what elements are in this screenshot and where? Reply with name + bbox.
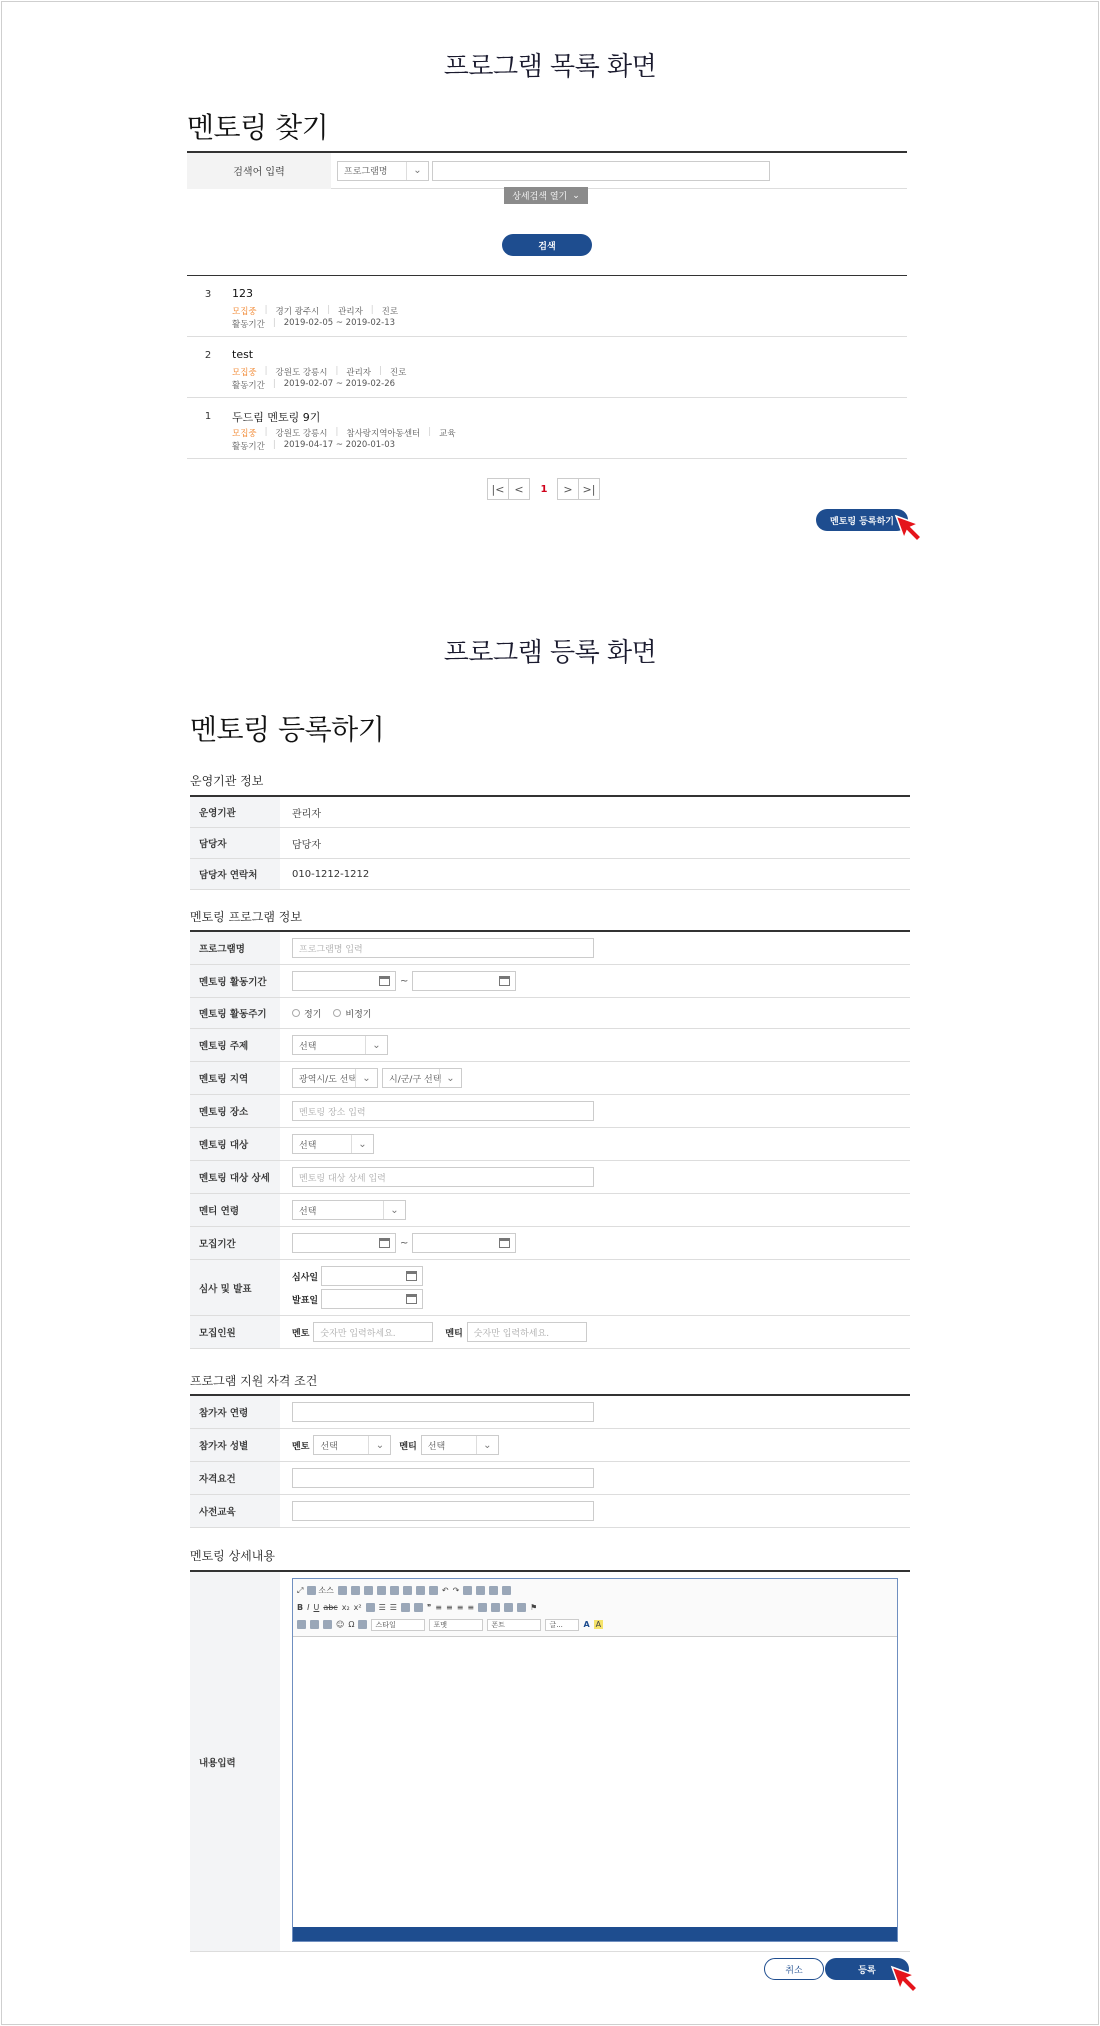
align-left-icon[interactable]: ≡	[435, 1603, 442, 1612]
result-period: 활동기간 | 2019-02-07 ~ 2019-02-26	[232, 379, 396, 391]
find-icon[interactable]	[463, 1586, 472, 1595]
preview-icon[interactable]	[338, 1586, 347, 1595]
page-number-current[interactable]: 1	[533, 478, 555, 500]
source-button[interactable]	[307, 1585, 333, 1596]
register-mentoring-button[interactable]: 멘토링 등록하기	[816, 509, 908, 531]
last-page-button[interactable]: >|	[578, 478, 600, 500]
field-value: 관리자	[292, 808, 321, 820]
prev-page-button[interactable]: <	[508, 478, 530, 500]
form-row	[190, 1260, 910, 1316]
calendar-icon[interactable]	[379, 1238, 390, 1248]
form-row	[190, 932, 910, 965]
requirement-input[interactable]	[292, 1468, 594, 1488]
select-all-icon[interactable]	[489, 1586, 498, 1595]
announce-date-label: 발표일	[292, 1295, 319, 1306]
result-meta: 모집중 | 강원도 강릉시 | 참사랑지역아동센터 | 교육	[232, 427, 456, 439]
format-dropdown-label: 포맷	[433, 1620, 447, 1629]
chevron-down-icon: ⌄	[476, 1436, 498, 1454]
list-page-title: 멘토링 찾기	[187, 111, 329, 144]
region-sigungu-select[interactable]	[382, 1068, 462, 1088]
mentee-age-select[interactable]	[292, 1200, 406, 1220]
search-type-select[interactable]	[337, 161, 429, 181]
activity-start-date-input[interactable]	[292, 971, 396, 991]
org-info-table	[190, 795, 910, 890]
submit-button[interactable]: 등록	[825, 1958, 909, 1980]
target-detail-input[interactable]: 멘토링 대상 상세 입력	[292, 1167, 594, 1187]
result-number: 3	[204, 289, 212, 300]
form-row	[190, 1462, 910, 1495]
list-item[interactable]	[187, 398, 907, 459]
mentor-gender-select[interactable]	[313, 1435, 391, 1455]
result-period-label: 활동기간	[232, 381, 265, 391]
form-row	[190, 1128, 910, 1161]
field-label: 멘토링 지역	[190, 1062, 280, 1094]
print-icon[interactable]	[351, 1586, 360, 1595]
result-org: 관리자	[338, 307, 363, 317]
source-icon	[307, 1586, 316, 1595]
chevron-down-icon: ⌄	[383, 1201, 405, 1219]
qualification-table	[190, 1394, 910, 1528]
radio-label: 정기	[304, 1009, 322, 1020]
result-region: 강원도 강릉시	[275, 368, 328, 378]
result-region: 강원도 강릉시	[275, 429, 328, 439]
select-value: 시/군/구 선택	[389, 1074, 442, 1085]
calendar-icon[interactable]	[406, 1271, 417, 1281]
paste-text-icon[interactable]	[416, 1586, 425, 1595]
chevron-down-icon: ⌄	[351, 1135, 373, 1153]
date-range-separator: ~	[400, 1237, 409, 1249]
result-meta: 모집중 | 경기 광주시 | 관리자 | 진로	[232, 305, 399, 317]
subscript-icon[interactable]: x₂	[341, 1603, 350, 1612]
mentor-count-label: 멘토	[292, 1328, 310, 1339]
list-screen-heading: 프로그램 목록 화면	[443, 52, 657, 82]
template-icon[interactable]	[364, 1586, 373, 1595]
pointer-cursor-icon	[890, 1965, 920, 1995]
undo-icon[interactable]: ↶	[441, 1586, 449, 1595]
numbered-list-icon[interactable]: ☰	[378, 1603, 386, 1612]
copy-icon[interactable]	[390, 1586, 399, 1595]
replace-icon[interactable]	[476, 1586, 485, 1595]
form-row	[190, 1316, 910, 1349]
region-sido-select[interactable]	[292, 1068, 378, 1088]
result-period-value: 2019-02-05 ~ 2019-02-13	[283, 318, 396, 328]
remove-format-icon[interactable]	[366, 1603, 375, 1612]
program-section-heading: 멘토링 프로그램 정보	[190, 910, 302, 924]
field-label: 모집기간	[190, 1227, 280, 1259]
result-meta: 모집중 | 강원도 강릉시 | 관리자 | 진로	[232, 366, 407, 378]
cut-icon[interactable]	[377, 1586, 386, 1595]
mentee-count-label: 멘티	[445, 1328, 463, 1339]
select-value: 선택	[299, 1041, 317, 1052]
select-value: 선택	[427, 1441, 446, 1452]
italic-icon[interactable]: I	[307, 1603, 310, 1612]
form-row	[190, 828, 910, 859]
field-label: 자격요건	[190, 1462, 280, 1494]
style-dropdown-label: 스타일	[375, 1620, 396, 1629]
result-number: 1	[204, 411, 212, 422]
ltr-icon[interactable]	[478, 1603, 487, 1612]
result-org: 관리자	[346, 368, 371, 378]
rich-text-editor[interactable]	[292, 1578, 898, 1942]
size-dropdown[interactable]	[545, 1619, 579, 1631]
first-page-button[interactable]: |<	[487, 478, 509, 500]
form-row	[190, 1161, 910, 1194]
result-title[interactable]: 두드림 멘토링 9기	[232, 411, 321, 424]
status-badge: 모집중	[232, 307, 257, 317]
field-label: 멘토링 장소	[190, 1095, 280, 1127]
detail-search-toggle[interactable]	[504, 187, 588, 204]
field-label: 담당자 연락처	[190, 859, 280, 889]
participant-age-input[interactable]	[292, 1402, 594, 1422]
bold-icon[interactable]: B	[297, 1603, 304, 1612]
qual-section-heading: 프로그램 지원 자격 조건	[190, 1374, 318, 1388]
align-justify-icon[interactable]: ≡	[467, 1603, 475, 1612]
form-row	[190, 998, 910, 1029]
status-badge: 모집중	[232, 368, 257, 378]
form-row	[190, 1429, 910, 1462]
spellcheck-icon[interactable]	[502, 1586, 511, 1595]
pointer-cursor-icon	[894, 514, 924, 544]
form-row	[190, 1495, 910, 1528]
result-org: 참사랑지역아동센터	[346, 429, 421, 439]
target-select[interactable]	[292, 1134, 374, 1154]
form-row	[190, 1095, 910, 1128]
program-name-input[interactable]: 프로그램명 입력	[292, 938, 594, 958]
mentee-count-input[interactable]: 숫자만 입력하세요.	[467, 1322, 587, 1342]
redo-icon[interactable]: ↷	[452, 1586, 460, 1595]
field-value: 010-1212-1212	[292, 868, 370, 880]
editor-toolbar	[293, 1579, 897, 1637]
form-row	[190, 1572, 910, 1952]
cycle-regular-radio[interactable]	[292, 1007, 321, 1020]
source-label: 소스	[318, 1586, 334, 1595]
smiley-icon[interactable]: ☺	[336, 1620, 345, 1629]
result-category: 진로	[381, 307, 399, 317]
search-label: 검색어 입력	[187, 153, 331, 189]
calendar-icon[interactable]	[406, 1294, 417, 1304]
size-dropdown-label: 글...	[549, 1620, 563, 1629]
recruit-end-date-input[interactable]	[412, 1233, 516, 1253]
result-list	[187, 275, 907, 459]
list-item[interactable]	[187, 276, 907, 337]
page-break-icon[interactable]	[358, 1620, 367, 1629]
result-title[interactable]: 123	[232, 287, 253, 300]
editor-status-bar	[293, 1927, 897, 1941]
review-date-input[interactable]	[321, 1266, 423, 1286]
calendar-icon[interactable]	[499, 1238, 510, 1248]
mentee-gender-label: 멘티	[399, 1441, 417, 1452]
radio-label: 비정기	[345, 1009, 372, 1020]
blockquote-icon[interactable]: ❞	[426, 1603, 432, 1612]
field-label: 멘토링 대상 상세	[190, 1161, 280, 1193]
result-region: 경기 광주시	[275, 307, 320, 317]
org-section-heading: 운영기관 정보	[190, 774, 264, 788]
result-number: 2	[204, 350, 212, 361]
register-screen-heading: 프로그램 등록 화면	[443, 638, 657, 668]
calendar-icon[interactable]	[499, 976, 510, 986]
form-row	[190, 1062, 910, 1095]
align-center-icon[interactable]: ≡	[445, 1603, 453, 1612]
field-label: 멘토링 활동주기	[190, 998, 280, 1028]
next-page-button[interactable]: >	[557, 478, 579, 500]
field-label: 운영기관	[190, 797, 280, 827]
radio-circle-icon	[292, 1009, 300, 1017]
content-table	[190, 1570, 910, 1952]
field-label: 참가자 연령	[190, 1396, 280, 1428]
paste-icon[interactable]	[403, 1586, 412, 1595]
search-type-value: 프로그램명	[344, 167, 388, 177]
style-dropdown[interactable]	[371, 1619, 425, 1631]
chevron-down-icon: ⌄	[355, 1069, 377, 1087]
field-label: 참가자 성별	[190, 1429, 280, 1461]
select-value: 선택	[320, 1441, 338, 1452]
select-value: 선택	[299, 1140, 317, 1151]
result-period: 활동기간 | 2019-04-17 ~ 2020-01-03	[232, 440, 396, 452]
result-period-value: 2019-02-07 ~ 2019-02-26	[283, 379, 396, 389]
form-row	[190, 1396, 910, 1429]
font-dropdown[interactable]	[487, 1619, 541, 1631]
result-period-value: 2019-04-17 ~ 2020-01-03	[283, 440, 396, 450]
background-color-icon[interactable]: A	[595, 1620, 602, 1629]
chevron-down-icon: ⌄	[572, 190, 580, 201]
search-button[interactable]: 검색	[502, 234, 592, 256]
field-value: 담당자	[292, 839, 321, 851]
field-label: 모집인원	[190, 1316, 280, 1348]
program-info-table	[190, 930, 910, 1349]
calendar-icon[interactable]	[379, 976, 390, 986]
review-date-label: 심사일	[292, 1272, 319, 1283]
result-category: 진로	[389, 368, 407, 378]
link-icon[interactable]	[504, 1603, 513, 1612]
text-color-icon[interactable]: A	[583, 1620, 590, 1629]
date-range-separator: ~	[400, 975, 409, 987]
outdent-icon[interactable]	[401, 1603, 410, 1612]
field-label: 프로그램명	[190, 932, 280, 964]
result-title[interactable]: test	[232, 348, 254, 361]
mentor-gender-label: 멘토	[292, 1441, 310, 1452]
image-icon[interactable]	[297, 1620, 306, 1629]
activity-end-date-input[interactable]	[412, 971, 516, 991]
search-panel	[187, 151, 907, 189]
field-label: 멘토링 주제	[190, 1029, 280, 1061]
select-value: 선택	[299, 1206, 317, 1217]
cycle-irregular-radio[interactable]	[333, 1007, 371, 1020]
result-period: 활동기간 | 2019-02-05 ~ 2019-02-13	[232, 318, 396, 330]
chevron-down-icon: ⌄	[365, 1036, 387, 1054]
chevron-down-icon: ⌄	[368, 1436, 390, 1454]
cancel-button[interactable]: 취소	[764, 1958, 824, 1980]
field-label: 사전교육	[190, 1495, 280, 1527]
rtl-icon[interactable]	[491, 1603, 500, 1612]
special-char-icon[interactable]: Ω	[348, 1620, 355, 1629]
mentee-gender-select[interactable]	[421, 1435, 499, 1455]
chevron-down-icon: ⌄	[439, 1069, 461, 1087]
place-input[interactable]: 멘토링 장소 입력	[292, 1101, 594, 1121]
paste-word-icon[interactable]	[429, 1586, 438, 1595]
field-label: 담당자	[190, 828, 280, 858]
form-row	[190, 965, 910, 998]
maximize-icon[interactable]: ⤢	[297, 1585, 304, 1595]
field-label: 멘티 연령	[190, 1194, 280, 1226]
search-input[interactable]	[432, 161, 770, 181]
strike-icon[interactable]: abc	[323, 1603, 338, 1612]
result-period-label: 활동기간	[232, 320, 265, 330]
result-period-label: 활동기간	[232, 442, 265, 452]
form-row	[190, 1029, 910, 1062]
select-value: 광역시/도 선택	[299, 1074, 358, 1085]
unlink-icon[interactable]	[517, 1603, 526, 1612]
form-row	[190, 797, 910, 828]
pre-education-input[interactable]	[292, 1501, 594, 1521]
underline-icon[interactable]: U	[313, 1603, 320, 1612]
align-right-icon[interactable]: ≡	[456, 1603, 464, 1612]
register-page-title: 멘토링 등록하기	[190, 713, 385, 746]
detail-search-toggle-label: 상세검색 열기	[512, 192, 568, 202]
chevron-down-icon: ⌄	[406, 162, 428, 180]
list-item[interactable]	[187, 337, 907, 398]
form-row	[190, 859, 910, 890]
announce-date-input[interactable]	[321, 1289, 423, 1309]
result-category: 교육	[439, 429, 456, 439]
mentor-count-input[interactable]: 숫자만 입력하세요.	[313, 1322, 433, 1342]
format-dropdown[interactable]	[429, 1619, 483, 1631]
field-label: 멘토링 활동기간	[190, 965, 280, 997]
recruit-start-date-input[interactable]	[292, 1233, 396, 1253]
status-badge: 모집중	[232, 429, 257, 439]
field-label: 심사 및 발표	[190, 1260, 280, 1315]
font-dropdown-label: 폰트	[491, 1620, 505, 1629]
topic-select[interactable]	[292, 1035, 388, 1055]
form-row	[190, 1194, 910, 1227]
table-icon[interactable]	[310, 1620, 319, 1629]
radio-circle-icon	[333, 1009, 341, 1017]
content-section-heading: 멘토링 상세내용	[190, 1549, 275, 1563]
field-label: 내용입력	[190, 1572, 280, 1951]
superscript-icon[interactable]: x²	[353, 1603, 362, 1612]
pagination	[488, 478, 600, 500]
form-row	[190, 1227, 910, 1260]
field-label: 멘토링 대상	[190, 1128, 280, 1160]
indent-icon[interactable]	[414, 1603, 423, 1612]
bulleted-list-icon[interactable]: ☰	[389, 1603, 397, 1612]
horizontal-line-icon[interactable]	[323, 1620, 332, 1629]
anchor-flag-icon[interactable]: ⚑	[530, 1603, 538, 1612]
